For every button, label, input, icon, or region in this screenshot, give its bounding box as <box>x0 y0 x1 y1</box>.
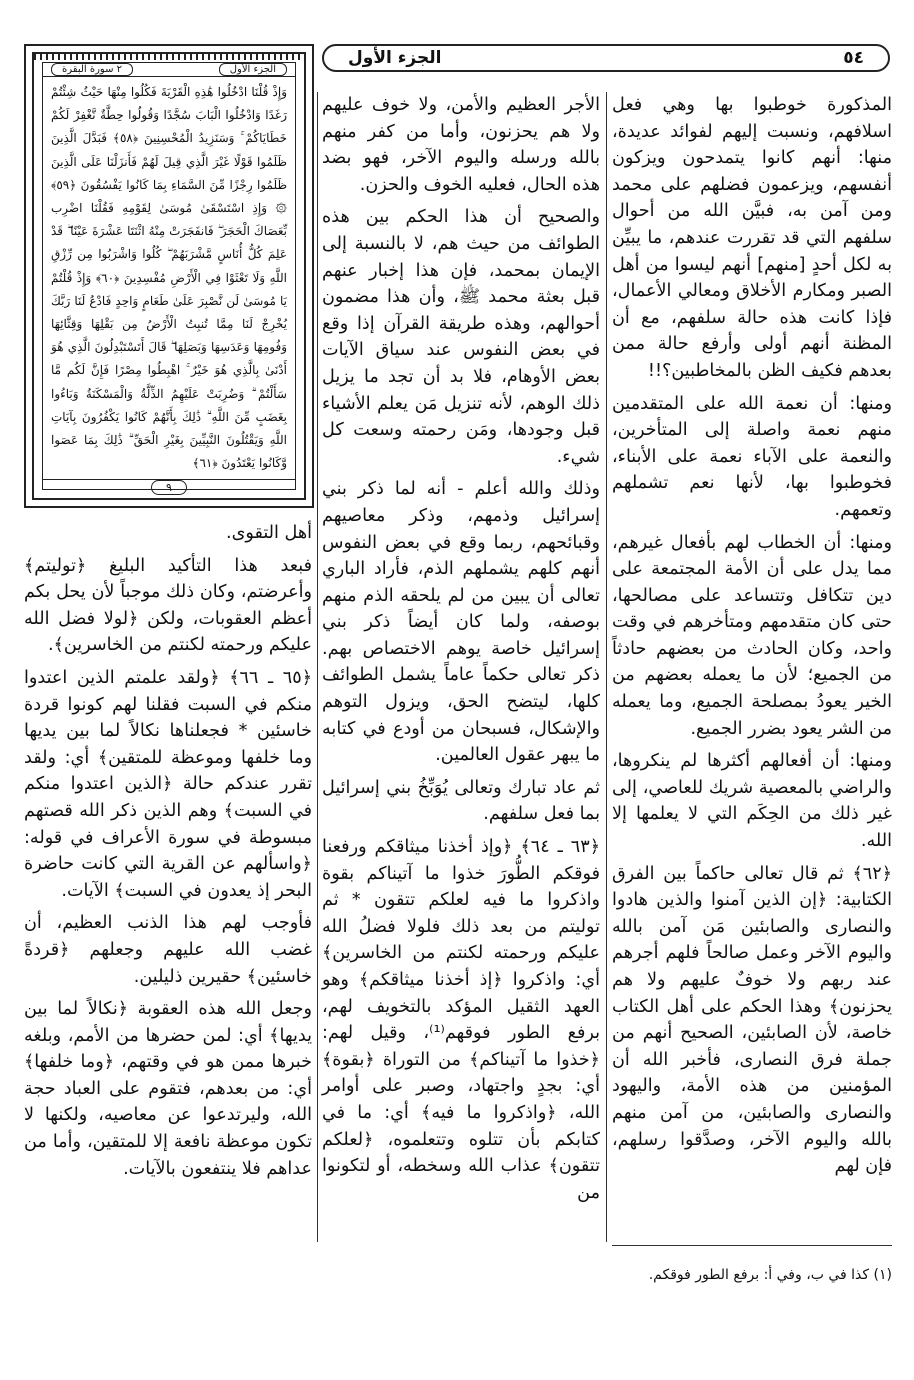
paragraph: ﴿٦٢﴾ ثم قال تعالى حاكماً بين الفرق الكتابية: ﴿إن الذين آمنوا والذين هادوا والنصارى والصابئين مَن آمن بالله واليوم الآخر وعمل صالحاً فلهم أجرهم عند ربهم ولا خوفٌ عليهم ولا هم يحزنون﴾ وهذا الحكم على أهل الكتاب خاصة، لأن الصابئين، الصحيح أنهم من جملة فرق النصارى، فأخبر الله أن المؤمنين من هذه الأمة، واليهود والنصارى والصابئين، من آمن منهم بالله واليوم الآخر، وصدَّقوا رسلهم، فإن لهم <box>612 863 892 1177</box>
footnote-divider <box>612 1245 892 1246</box>
page-number: ٥٤ <box>843 48 864 68</box>
paragraph: المذكورة خوطبوا بها وهي فعل اسلافهم، ونسبت إليهم لفوائد عديدة، منها: أنهم كانوا يتمدحون ويزكون أنفسهم، ويزعمون فضلهم على محمد ومن آمن به، فبيَّن الله من أحوال سلفهم التي قد تقررت عندهم، ما يبيِّن به لكل أحدٍ [منهم] أنهم ليسوا من أهل الصبر ومكارم الأخلاق ومعالي الأعمال، فإذا كانت هذه حالة سلفهم، مع أن المظنة أنهم أولى وأرفع حالة ممن بعدهم فكيف الظن بالمخاطبين؟!! <box>612 95 892 381</box>
mushaf-surah-label: ٢ سورة البقرة <box>51 63 133 76</box>
middle-column <box>322 92 600 1212</box>
paragraph: ومنها: أن نعمة الله على المتقدمين منهم نعمة واصلة إلى المتأخرين، والنعمة على الآباء نعمة على الأبناء، فخوطبوا بها، لأنها نعم تشملهم وتعمهم. <box>612 393 892 520</box>
footnote-text: كذا في ب، وفي أ: برفع الطور فوقكم. <box>648 1267 870 1283</box>
mushaf-page-no: ٩ <box>151 480 187 495</box>
paragraph: ومنها: أن أفعالهم أكثرها لم ينكروها، والراضي بالمعصية شريك للعاصي، إلى غير ذلك من الحِكَم التي لا يعلمها إلا الله. <box>612 751 892 852</box>
paragraph: ومنها: أن الخطاب لهم بأفعال غيرهم، مما يدل على أن الأمة المجتمعة على دين تتكافل وتتساعد على مصالحها، حتى كان متقدمهم ومتأخرهم في وقت واحد، وكان الحادث من بعضهم حادثاً من الجميع؛ لأن ما يعمله بعضهم من الخير يعودُ بمصلحة الجميع، وما يعمله من الشر يعود بضرر الجميع. <box>612 532 892 739</box>
paragraph: فأوجب لهم هذا الذنب العظيم، أن غضب الله عليهم وجعلهم ﴿قردةً خاسئين﴾ حقيرين ذليلين. <box>24 913 312 987</box>
paragraph: ثم عاد تبارك وتعالى يُوَبِّخُ بني إسرائيل بما فعل سلفهم. <box>322 777 600 825</box>
column-divider <box>317 92 318 1242</box>
paragraph: أهل التقوى. <box>226 523 312 543</box>
paragraph: وجعل الله هذه العقوبة ﴿نكالاً لما بين يديها﴾ أي: لمن حضرها من الأمم، وبلغه خبرها ممن هو في وقتهم، ﴿وما خلفها﴾ أي: من بعدهم، فتقوم على العباد حجة الله، وليرتدعوا عن معاصيه، ولكنها لا تكون موعظة نافعة إلا للمتقين، وأما من عداهم فلا ينتفعون بالآيات. <box>24 999 312 1179</box>
footnote-marker: (١) <box>873 1267 892 1283</box>
mushaf-part-label: الجزء الأول <box>219 63 287 76</box>
left-column <box>24 520 312 1188</box>
paragraph: الأجر العظيم والأمن، ولا خوف عليهم ولا هم يحزنون، وأما من كفر منهم بالله ورسله واليوم الآخر، فهو بضد هذه الحال، فعليه الخوف والحزن. <box>322 95 600 195</box>
paragraph: ﴿٦٥ ـ ٦٦﴾ ﴿ولقد علمتم الذين اعتدوا منكم في السبت فقلنا لهم كونوا قردة خاسئين * فجعلناها نكالاً لما بين يديها وما خلفها وموعظة للمتقين﴾ أي: ولقد تقرر عندكم حالة ﴿الذين اعتدوا منكم في السبت﴾ وهم الذين ذكر الله قصتهم مبسوطة في سورة الأعراف في قوله: ﴿واسألهم عن القرية التي كانت حاضرة البحر إذ يعدون في السبت﴾ الآيات. <box>24 667 312 901</box>
paragraph: ﴿٦٣ ـ ٦٤﴾ ﴿وإذ أخذنا ميثاقكم ورفعنا فوقكم الطُّورَ خذوا ما آتيناكم بقوة واذكروا ما فيه لعلكم تتقون * ثم توليتم من بعد ذلك فلولا فضلُ الله عليكم ورحمته لكنتم من الخاسرين﴾ أي: واذكروا ﴿إذ أخذنا ميثاقكم﴾ وهو العهد الثقيل المؤكد بالتخويف لهم، برفع الطور فوقهم⁽¹⁾، وقيل لهم: ﴿خذوا ما آتيناكم﴾ من التوراة ﴿بقوة﴾ أي: بجدٍ واجتهاد، وصبر على أوامر الله، ﴿واذكروا ما فيه﴾ أي: ما في كتابكم بأن تتلوه وتتعلموه، ﴿لعلكم تتقون﴾ عذاب الله وسخطه، أو لتكونوا من <box>322 837 601 1203</box>
paragraph: والصحيح أن هذا الحكم بين هذه الطوائف من حيث هم، لا بالنسبة إلى الإيمان بمحمد، فإن هذا إخبار عنهم قبل بعثة محمد ﷺ، وأن هذا مضمون أحوالهم، وهذه طريقة القرآن إذا وقع في بعض النفوس عند سياق الآيات بعض الأوهام، فلا بد أن تجد ما يزيل ذلك الوهم، لأنه تنزيل مَن يعلم الأشياء قبل وجودها، ومَن رحمته وسعت كل شيء. <box>322 207 600 467</box>
mushaf-top-bar <box>43 63 295 77</box>
paragraph: فبعد هذا التأكيد البليغ ﴿توليتم﴾ وأعرضتم، وكان ذلك موجباً لأن يحل بكم أعظم العقوبات، ولكن ﴿لولا فضل الله عليكم ورحمته لكنتم من الخاسرين﴾. <box>24 555 312 656</box>
mushaf-bottom-bar <box>43 479 295 495</box>
right-column <box>612 92 892 1186</box>
part-title: الجزء الأول <box>348 48 442 68</box>
page-header <box>322 44 890 72</box>
column-divider <box>606 92 607 1242</box>
paragraph: وذلك والله أعلم - أنه لما ذكر بني إسرائيل وذمهم، وذكر معاصيهم وقبائحهم، ربما وقع في بعض النفوس أنهم كلهم يشملهم الذم، فأراد الباري تعالى أن يبين من لم يلحقه الذم منهم بوصفه، ولما كان أيضاً ذكر بني إسرائيل خاصة يوهم الاختصاص بهم. ذكر تعالى حكماً عاماً يشمل الطوائف كلها، ليتضح الحق، ويزول التوهم والإشكال، فسبحان من أودع في كتابه ما يبهر عقول العالمين. <box>322 479 600 766</box>
mushaf-ornament-border <box>32 52 306 500</box>
mushaf-box <box>42 62 296 495</box>
mushaf-quran-text: وَإِذْ قُلْنَا ادْخُلُوا هَٰذِهِ الْقَرْيَةَ فَكُلُوا مِنْهَا حَيْثُ شِئْتُمْ رَغَدًا وَادْخُلُوا الْبَابَ سُجَّدًا وَقُولُوا حِطَّةٌ نَّغْفِرْ لَكُمْ خَطَايَاكُمْ ۚ وَسَنَزِيدُ الْمُحْسِنِينَ ﴿٥٨﴾ فَبَدَّلَ الَّذِينَ ظَلَمُوا قَوْلًا غَيْرَ الَّذِي قِيلَ لَهُمْ فَأَنزَلْنَا عَلَى الَّذِينَ ظَلَمُوا رِجْزًا مِّنَ السَّمَاءِ بِمَا كَانُوا يَفْسُقُونَ ﴿٥٩﴾ ۞ وَإِذِ اسْتَسْقَىٰ مُوسَىٰ لِقَوْمِهِ فَقُلْنَا اضْرِب بِّعَصَاكَ الْحَجَرَ ۖ فَانفَجَرَتْ مِنْهُ اثْنَتَا عَشْرَةَ عَيْنًا ۖ قَدْ عَلِمَ كُلُّ أُنَاسٍ مَّشْرَبَهُمْ ۖ كُلُوا وَاشْرَبُوا مِن رِّزْقِ اللَّهِ وَلَا تَعْثَوْا فِي الْأَرْضِ مُفْسِدِينَ ﴿٦٠﴾ وَإِذْ قُلْتُمْ يَا مُوسَىٰ لَن نَّصْبِرَ عَلَىٰ طَعَامٍ وَاحِدٍ فَادْعُ لَنَا رَبَّكَ يُخْرِجْ لَنَا مِمَّا تُنبِتُ الْأَرْضُ مِن بَقْلِهَا وَقِثَّائِهَا وَفُومِهَا وَعَدَسِهَا وَبَصَلِهَا ۖ قَالَ أَتَسْتَبْدِلُونَ الَّذِي هُوَ أَدْنَىٰ بِالَّذِي هُوَ خَيْرٌ ۚ اهْبِطُوا مِصْرًا فَإِنَّ لَكُم مَّا سَأَلْتُمْ ۗ وَضُرِبَتْ عَلَيْهِمُ الذِّلَّةُ وَالْمَسْكَنَةُ وَبَاءُوا بِغَضَبٍ مِّنَ اللَّهِ ۗ ذَٰلِكَ بِأَنَّهُمْ كَانُوا يَكْفُرُونَ بِآيَاتِ اللَّهِ وَيَقْتُلُونَ النَّبِيِّينَ بِغَيْرِ الْحَقِّ ۗ ذَٰلِكَ بِمَا عَصَوا وَّكَانُوا يَعْتَدُونَ ﴿٦١﴾ <box>51 85 288 471</box>
mushaf-page-frame <box>24 44 314 508</box>
footnote <box>612 1260 892 1290</box>
